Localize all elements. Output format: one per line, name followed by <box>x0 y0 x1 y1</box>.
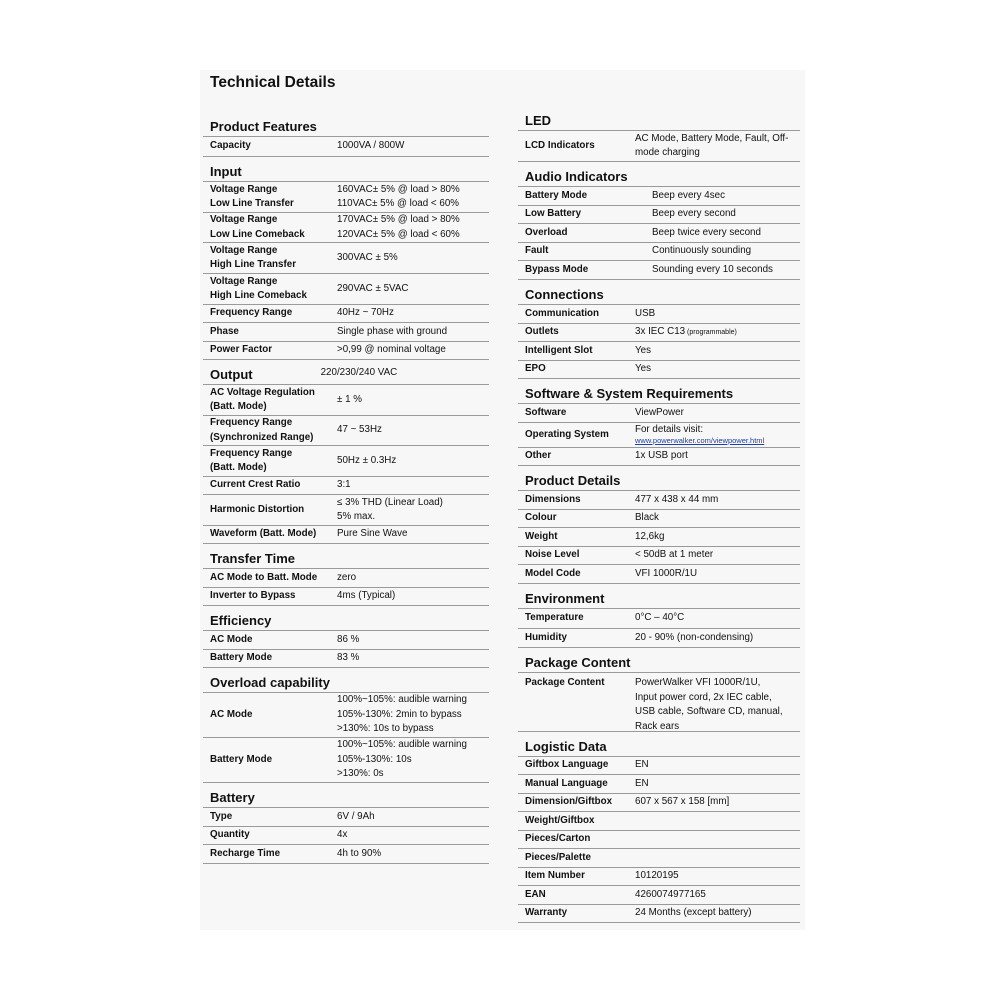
section-package-content <box>518 648 800 732</box>
section-heading <box>518 379 800 404</box>
section-heading <box>518 732 800 757</box>
section-heading-text: Software & System Requirements <box>525 386 734 401</box>
spec-row-overload <box>518 224 800 243</box>
spec-row-epo <box>518 361 800 379</box>
spec-row-voltage-range-high-line-comeback <box>203 274 489 305</box>
spec-row-other <box>518 448 800 466</box>
spec-label: Dimensions <box>525 493 581 505</box>
section-overload-capability <box>203 668 489 783</box>
section-heading <box>203 157 489 182</box>
spec-label: Phase <box>210 325 239 337</box>
spec-row-dimension-giftbox <box>518 794 800 812</box>
spec-label: Other <box>525 450 552 462</box>
spec-label: Frequency Range (Batt. Mode) <box>210 447 293 473</box>
section-heading-text: Logistic Data <box>525 739 607 754</box>
spec-row-manual-language <box>518 775 800 794</box>
spec-value: AC Mode, Battery Mode, Fault, Off- mode charging <box>635 132 789 158</box>
spec-row-frequency-range <box>203 305 489 323</box>
spec-value: Sounding every 10 seconds <box>652 263 773 275</box>
spec-label: Humidity <box>525 631 567 643</box>
section-heading-text: Output <box>210 367 253 382</box>
spec-row-current-crest-ratio <box>203 477 489 495</box>
spec-value: 160VAC± 5% @ load > 80% 110VAC± 5% @ load < 60% <box>337 183 460 209</box>
spec-label: Frequency Range (Synchronized Range) <box>210 417 314 443</box>
spec-value: 0°C – 40°C <box>635 612 685 624</box>
spec-value: Pure Sine Wave <box>337 528 408 540</box>
spec-row-battery-mode <box>203 738 489 783</box>
spec-row-fault <box>518 243 800 261</box>
spec-value: EN <box>635 759 649 771</box>
spec-row-harmonic-distortion <box>203 495 489 526</box>
spec-value: 4x <box>337 829 348 841</box>
spec-label: Type <box>210 810 233 822</box>
page-title: Technical Details <box>210 74 336 91</box>
spec-row-type <box>203 808 489 827</box>
spec-value: 300VAC ± 5% <box>337 251 398 263</box>
spec-value: Black <box>635 512 659 524</box>
spec-value: 4260074977165 <box>635 888 706 900</box>
section-heading-text: Package Content <box>525 655 631 670</box>
section-output <box>203 360 489 544</box>
spec-label: Voltage Range Low Line Transfer <box>210 183 294 209</box>
section-heading-text: Connections <box>525 287 604 302</box>
section-audio-indicators <box>518 162 800 280</box>
spec-row-colour <box>518 510 800 528</box>
spec-value: >0,99 @ nominal voltage <box>337 344 446 356</box>
section-logistic-data <box>518 732 800 923</box>
spec-label: Pieces/Carton <box>525 833 591 845</box>
spec-value: 290VAC ± 5VAC <box>337 282 409 294</box>
spec-value: < 50dB at 1 meter <box>635 549 714 561</box>
spec-value: 86 % <box>337 633 360 645</box>
spec-label: Intelligent Slot <box>525 344 593 356</box>
spec-row-lcd-indicators <box>518 131 800 162</box>
spec-label: Fault <box>525 245 549 257</box>
spec-value: 40Hz ~ 70Hz <box>337 307 394 319</box>
spec-row-model-code <box>518 565 800 584</box>
spec-row-battery-mode <box>203 650 489 668</box>
section-heading <box>203 668 489 693</box>
spec-value: PowerWalker VFI 1000R/1U, Input power cord, 2x IEC cable, USB cable, Software CD, manual, Rack ears <box>635 677 783 732</box>
spec-value: 47 ~ 53Hz <box>337 424 382 436</box>
spec-value: Beep every 4sec <box>652 189 725 201</box>
spec-value: 12,6kg <box>635 530 665 542</box>
spec-row-voltage-range-low-line-comeback <box>203 213 489 243</box>
spec-row-voltage-range-low-line-transfer <box>203 182 489 213</box>
spec-row-intelligent-slot <box>518 342 800 361</box>
spec-value: 83 % <box>337 652 360 664</box>
spec-row-recharge-time <box>203 845 489 864</box>
spec-label: AC Mode <box>210 708 253 720</box>
spec-value: ± 1 % <box>337 393 362 405</box>
spec-row-noise-level <box>518 547 800 565</box>
spec-value: VFI 1000R/1U <box>635 567 698 579</box>
section-heading <box>203 544 489 569</box>
spec-label: Battery Mode <box>210 753 273 765</box>
spec-value: 170VAC± 5% @ load > 80% 120VAC± 5% @ load < 60% <box>337 214 460 240</box>
spec-label: Voltage Range Low Line Comeback <box>210 214 305 240</box>
spec-label: Weight/Giftbox <box>525 814 595 826</box>
spec-label: Low Battery <box>525 208 582 220</box>
spec-value: 4h to 90% <box>337 847 382 859</box>
section-transfer-time <box>203 544 489 606</box>
spec-label: Noise Level <box>525 549 580 561</box>
spec-label: Item Number <box>525 870 585 882</box>
spec-row-outlets <box>518 324 800 342</box>
section-heading <box>203 360 489 385</box>
section-input <box>203 157 489 360</box>
spec-label: Quantity <box>210 829 250 841</box>
spec-label: Current Crest Ratio <box>210 479 301 491</box>
spec-label: Voltage Range High Line Transfer <box>210 244 297 270</box>
spec-label: Pieces/Palette <box>525 851 591 863</box>
spec-label: Colour <box>525 512 557 524</box>
section-heading <box>518 648 800 673</box>
section-heading-text: Environment <box>525 591 605 606</box>
spec-label: Battery Mode <box>525 189 588 201</box>
spec-value: 1000VA / 800W <box>337 140 405 152</box>
spec-label: Temperature <box>525 612 584 624</box>
spec-label: LCD Indicators <box>525 139 595 151</box>
section-connections <box>518 280 800 379</box>
spec-label: Voltage Range High Line Comeback <box>210 275 307 301</box>
spec-value: Yes <box>635 363 651 375</box>
section-heading-text: Transfer Time <box>210 551 296 566</box>
spec-value: 3x IEC C13 (programmable) <box>635 325 737 337</box>
section-heading <box>518 584 800 609</box>
section-software-system-requirements <box>518 379 800 466</box>
spec-label: Inverter to Bypass <box>210 590 296 602</box>
spec-value: Beep every second <box>652 208 736 220</box>
spec-value: 4ms (Typical) <box>337 590 396 602</box>
spec-row-power-factor <box>203 342 489 360</box>
section-product-details <box>518 466 800 584</box>
spec-row-package-content <box>518 673 800 732</box>
spec-label: Frequency Range <box>210 307 293 319</box>
section-environment <box>518 584 800 648</box>
spec-label: Package Content <box>525 677 605 688</box>
spec-label: Software <box>525 406 567 418</box>
left-column <box>203 112 489 864</box>
spec-value-note: (programmable) <box>685 328 737 336</box>
spec-value: EN <box>635 777 649 789</box>
spec-row-voltage-range-high-line-transfer <box>203 243 489 274</box>
spec-value: zero <box>337 571 357 583</box>
spec-row-giftbox-language <box>518 757 800 775</box>
spec-label: Power Factor <box>210 344 273 356</box>
spec-row-waveform-batt-mode <box>203 526 489 544</box>
spec-row-weight-giftbox <box>518 812 800 831</box>
spec-row-communication <box>518 305 800 324</box>
spec-row-pieces-carton <box>518 831 800 849</box>
spec-label: EPO <box>525 363 546 375</box>
spec-row-ean <box>518 886 800 905</box>
spec-row-ac-mode <box>203 631 489 650</box>
spec-row-dimensions <box>518 491 800 510</box>
section-battery <box>203 783 489 864</box>
spec-value: Yes <box>635 344 651 356</box>
spec-row-frequency-range-synchronized-range <box>203 416 489 446</box>
spec-row-software <box>518 404 800 423</box>
spec-row-warranty <box>518 905 800 923</box>
section-heading <box>203 112 489 137</box>
spec-label: Capacity <box>210 140 251 152</box>
spec-value: 100%~105%: audible warning 105%-130%: 2min to bypass >130%: 10s to bypass <box>337 694 467 735</box>
section-heading-text: Overload capability <box>210 675 330 690</box>
spec-row-operating-system <box>518 423 800 448</box>
spec-row-ac-mode-to-batt-mode <box>203 569 489 588</box>
section-heading <box>518 280 800 305</box>
spec-value: 24 Months (except battery) <box>635 907 752 919</box>
spec-row-battery-mode <box>518 187 800 206</box>
spec-row-weight <box>518 528 800 547</box>
spec-row-temperature <box>518 609 800 629</box>
spec-value: 20 - 90% (non-condensing) <box>635 631 754 643</box>
spec-label: Weight <box>525 530 558 542</box>
spec-value: 477 x 438 x 44 mm <box>635 493 719 505</box>
spec-row-quantity <box>203 827 489 845</box>
section-efficiency <box>203 606 489 668</box>
spec-value: 3:1 <box>337 479 351 491</box>
spec-row-low-battery <box>518 206 800 224</box>
spec-value: 100%~105%: audible warning 105%-130%: 10s >130%: 0s <box>337 739 467 780</box>
section-product-features <box>203 112 489 157</box>
section-heading-text: Input <box>210 164 242 179</box>
spec-label: Recharge Time <box>210 847 281 859</box>
section-heading-text: Audio Indicators <box>525 169 628 184</box>
section-led <box>518 106 800 162</box>
section-heading-text: Efficiency <box>210 613 272 628</box>
spec-label: Dimension/Giftbox <box>525 796 613 808</box>
section-heading <box>203 783 489 808</box>
spec-row-pieces-palette <box>518 849 800 868</box>
spec-value: 607 x 567 x 158 [mm] <box>635 796 730 808</box>
spec-label: AC Mode to Batt. Mode <box>210 571 318 583</box>
spec-value: Continuously sounding <box>652 245 752 257</box>
spec-label: Warranty <box>525 907 568 919</box>
spec-value: Single phase with ground <box>337 325 448 337</box>
spec-label: Harmonic Distortion <box>210 503 305 515</box>
spec-value: 6V / 9Ah <box>337 810 375 822</box>
spec-value: ≤ 3% THD (Linear Load) 5% max. <box>337 496 443 522</box>
spec-label: Waveform (Batt. Mode) <box>210 528 317 540</box>
section-heading-text: Product Details <box>525 473 621 488</box>
spec-row-frequency-range-batt-mode <box>203 446 489 477</box>
spec-value: 10120195 <box>635 870 679 882</box>
section-heading <box>203 606 489 631</box>
spec-value: USB <box>635 307 656 319</box>
spec-label: Giftbox Language <box>525 759 609 771</box>
spec-row-ac-voltage-regulation-batt-mode <box>203 385 489 416</box>
spec-value: For details visit: www.powerwalker.com/viewpower.html <box>635 424 765 445</box>
spec-label: Battery Mode <box>210 652 273 664</box>
section-heading-text: Battery <box>210 790 255 805</box>
spec-label: AC Mode <box>210 633 253 645</box>
right-column <box>518 106 800 923</box>
spec-label: Overload <box>525 226 568 238</box>
spec-row-item-number <box>518 868 800 886</box>
spec-row-capacity <box>203 137 489 157</box>
section-heading <box>518 106 800 131</box>
spec-value: 50Hz ± 0.3Hz <box>337 454 397 466</box>
section-heading <box>518 466 800 491</box>
spec-label: Manual Language <box>525 777 608 789</box>
spec-label: EAN <box>525 888 546 900</box>
viewpower-link[interactable]: www.powerwalker.com/viewpower.html <box>635 436 765 445</box>
spec-label: Model Code <box>525 567 581 579</box>
spec-value: Beep twice every second <box>652 226 761 238</box>
spec-row-inverter-to-bypass <box>203 588 489 606</box>
section-heading-value: 220/230/240 VAC <box>320 367 398 378</box>
section-heading-text: Product Features <box>210 119 317 134</box>
spec-value: 1x USB port <box>635 450 688 462</box>
spec-label: Bypass Mode <box>525 263 589 275</box>
spec-label: Operating System <box>525 428 609 440</box>
spec-label: AC Voltage Regulation (Batt. Mode) <box>210 386 315 412</box>
spec-row-bypass-mode <box>518 261 800 280</box>
spec-row-phase <box>203 323 489 342</box>
section-heading <box>518 162 800 187</box>
spec-row-humidity <box>518 629 800 648</box>
spec-label: Outlets <box>525 326 559 338</box>
spec-value: ViewPower <box>635 406 684 418</box>
spec-label: Communication <box>525 307 600 319</box>
spec-row-ac-mode <box>203 693 489 738</box>
section-heading-text: LED <box>525 113 551 128</box>
